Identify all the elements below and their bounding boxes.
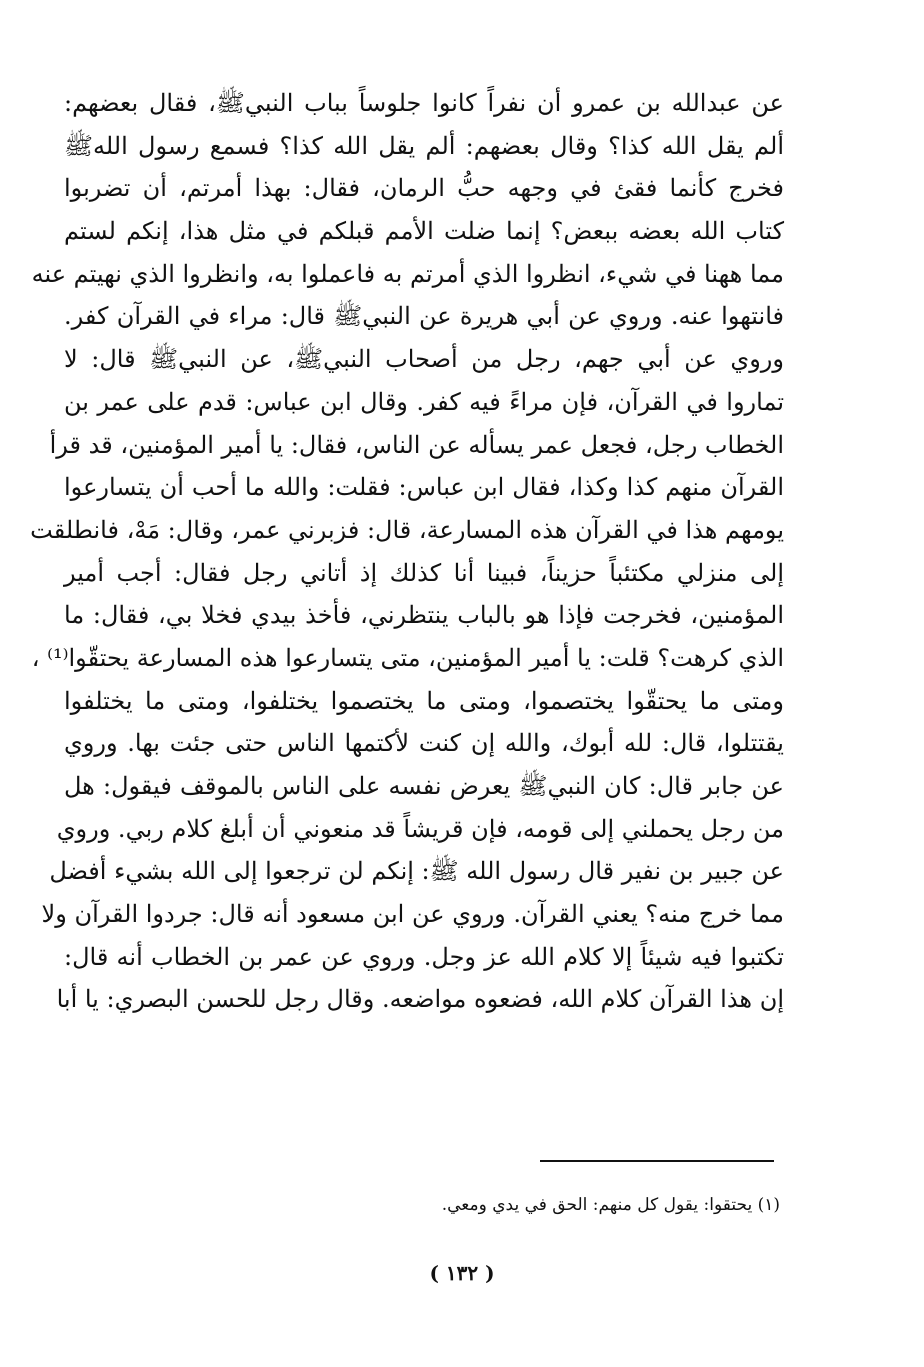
text-line: الخطاب رجل، فجعل عمر يسأله عن الناس، فقال: يا أمير المؤمنين، قد قرأ — [49, 430, 784, 459]
text-line: من رجل يحملني إلى قومه، فإن قريشاً قد منعوني أن أبلغ كلام ربي. وروي — [56, 814, 784, 843]
text-line: الذي كرهت؟ قلت: يا أمير المؤمنين، متى يتسارعوا هذه المسارعة يحتقّوا⁽¹⁾ ، — [31, 643, 784, 672]
text-line: تكتبوا فيه شيئاً إلا كلام الله عز وجل. وروي عن عمر بن الخطاب أنه قال: — [64, 942, 784, 971]
text-line: القرآن منهم كذا وكذا، فقال ابن عباس: فقلت: والله ما أحب أن يتسارعوا — [64, 473, 784, 502]
text-line: إن هذا القرآن كلام الله، فضعوه مواضعه. وقال رجل للحسن البصري: يا أبا — [56, 985, 784, 1014]
text-line: يقتتلوا، قال: لله أبوك، والله إن كنت لأكتمها الناس حتى جئت بها. وروي — [64, 729, 784, 758]
text-line: مما خرج منه؟ يعني القرآن. وروي عن ابن مسعود أنه قال: جردوا القرآن ولا — [41, 900, 784, 929]
page-number: ( ١٣٢ ) — [429, 1261, 495, 1285]
body-text — [30, 82, 784, 1021]
text-line: كتاب الله بعضه ببعض؟ إنما ضلت الأمم قبلكم في مثل هذا، إنكم لستم — [64, 217, 784, 246]
text-line: عن جبير بن نفير قال رسول الله ﷺ: إنكم لن ترجعوا إلى الله بشيء أفضل — [49, 857, 784, 886]
text-line: وروي عن أبي جهم، رجل من أصحاب النبيﷺ، عن النبيﷺ قال: لا — [64, 345, 784, 374]
footnote-divider — [540, 1160, 774, 1162]
text-line: تماروا في القرآن، فإن مراءً فيه كفر. وقال ابن عباس: قدم على عمر بن — [64, 387, 784, 416]
text-line: ألم يقل الله كذا؟ وقال بعضهم: ألم يقل الله كذا؟ فسمع رسول اللهﷺ — [64, 131, 784, 160]
text-line: عن جابر قال: كان النبيﷺ يعرض نفسه على الناس بالموقف فيقول: هل — [64, 772, 784, 800]
text-line: إلى منزلي مكتئباً حزيناً، فبينا أنا كذلك إذ أتاني رجل فقال: أجب أمير — [64, 558, 784, 587]
text-line: مما ههنا في شيء، انظروا الذي أمرتم به فاعملوا به، وانظروا الذي نهيتم عنه — [31, 259, 784, 288]
text-line: فخرج كأنما فقئ في وجهه حبُّ الرمان، فقال: بهذا أمرتم، أن تضربوا — [64, 174, 784, 203]
text-line: المؤمنين، فخرجت فإذا هو بالباب ينتظرني، فأخذ بيدي فخلا بي، فقال: ما — [64, 601, 784, 630]
footnote: (١) يحتقوا: يقول كل منهم: الحق في يدي ومعي. — [441, 1195, 780, 1215]
text-line: عن عبدالله بن عمرو أن نفراً كانوا جلوساً بباب النبيﷺ، فقال بعضهم: — [64, 89, 784, 117]
text-line: فانتهوا عنه. وروي عن أبي هريرة عن النبيﷺ قال: مراء في القرآن كفر. — [64, 302, 784, 331]
text-line: ومتى ما يحتقّوا يختصموا، ومتى ما يختصموا يختلفوا، ومتى ما يختلفوا — [64, 686, 784, 715]
text-line: يومهم هذا في القرآن هذه المسارعة، قال: فزبرني عمر، وقال: مَهْ، فانطلقت — [30, 515, 784, 544]
